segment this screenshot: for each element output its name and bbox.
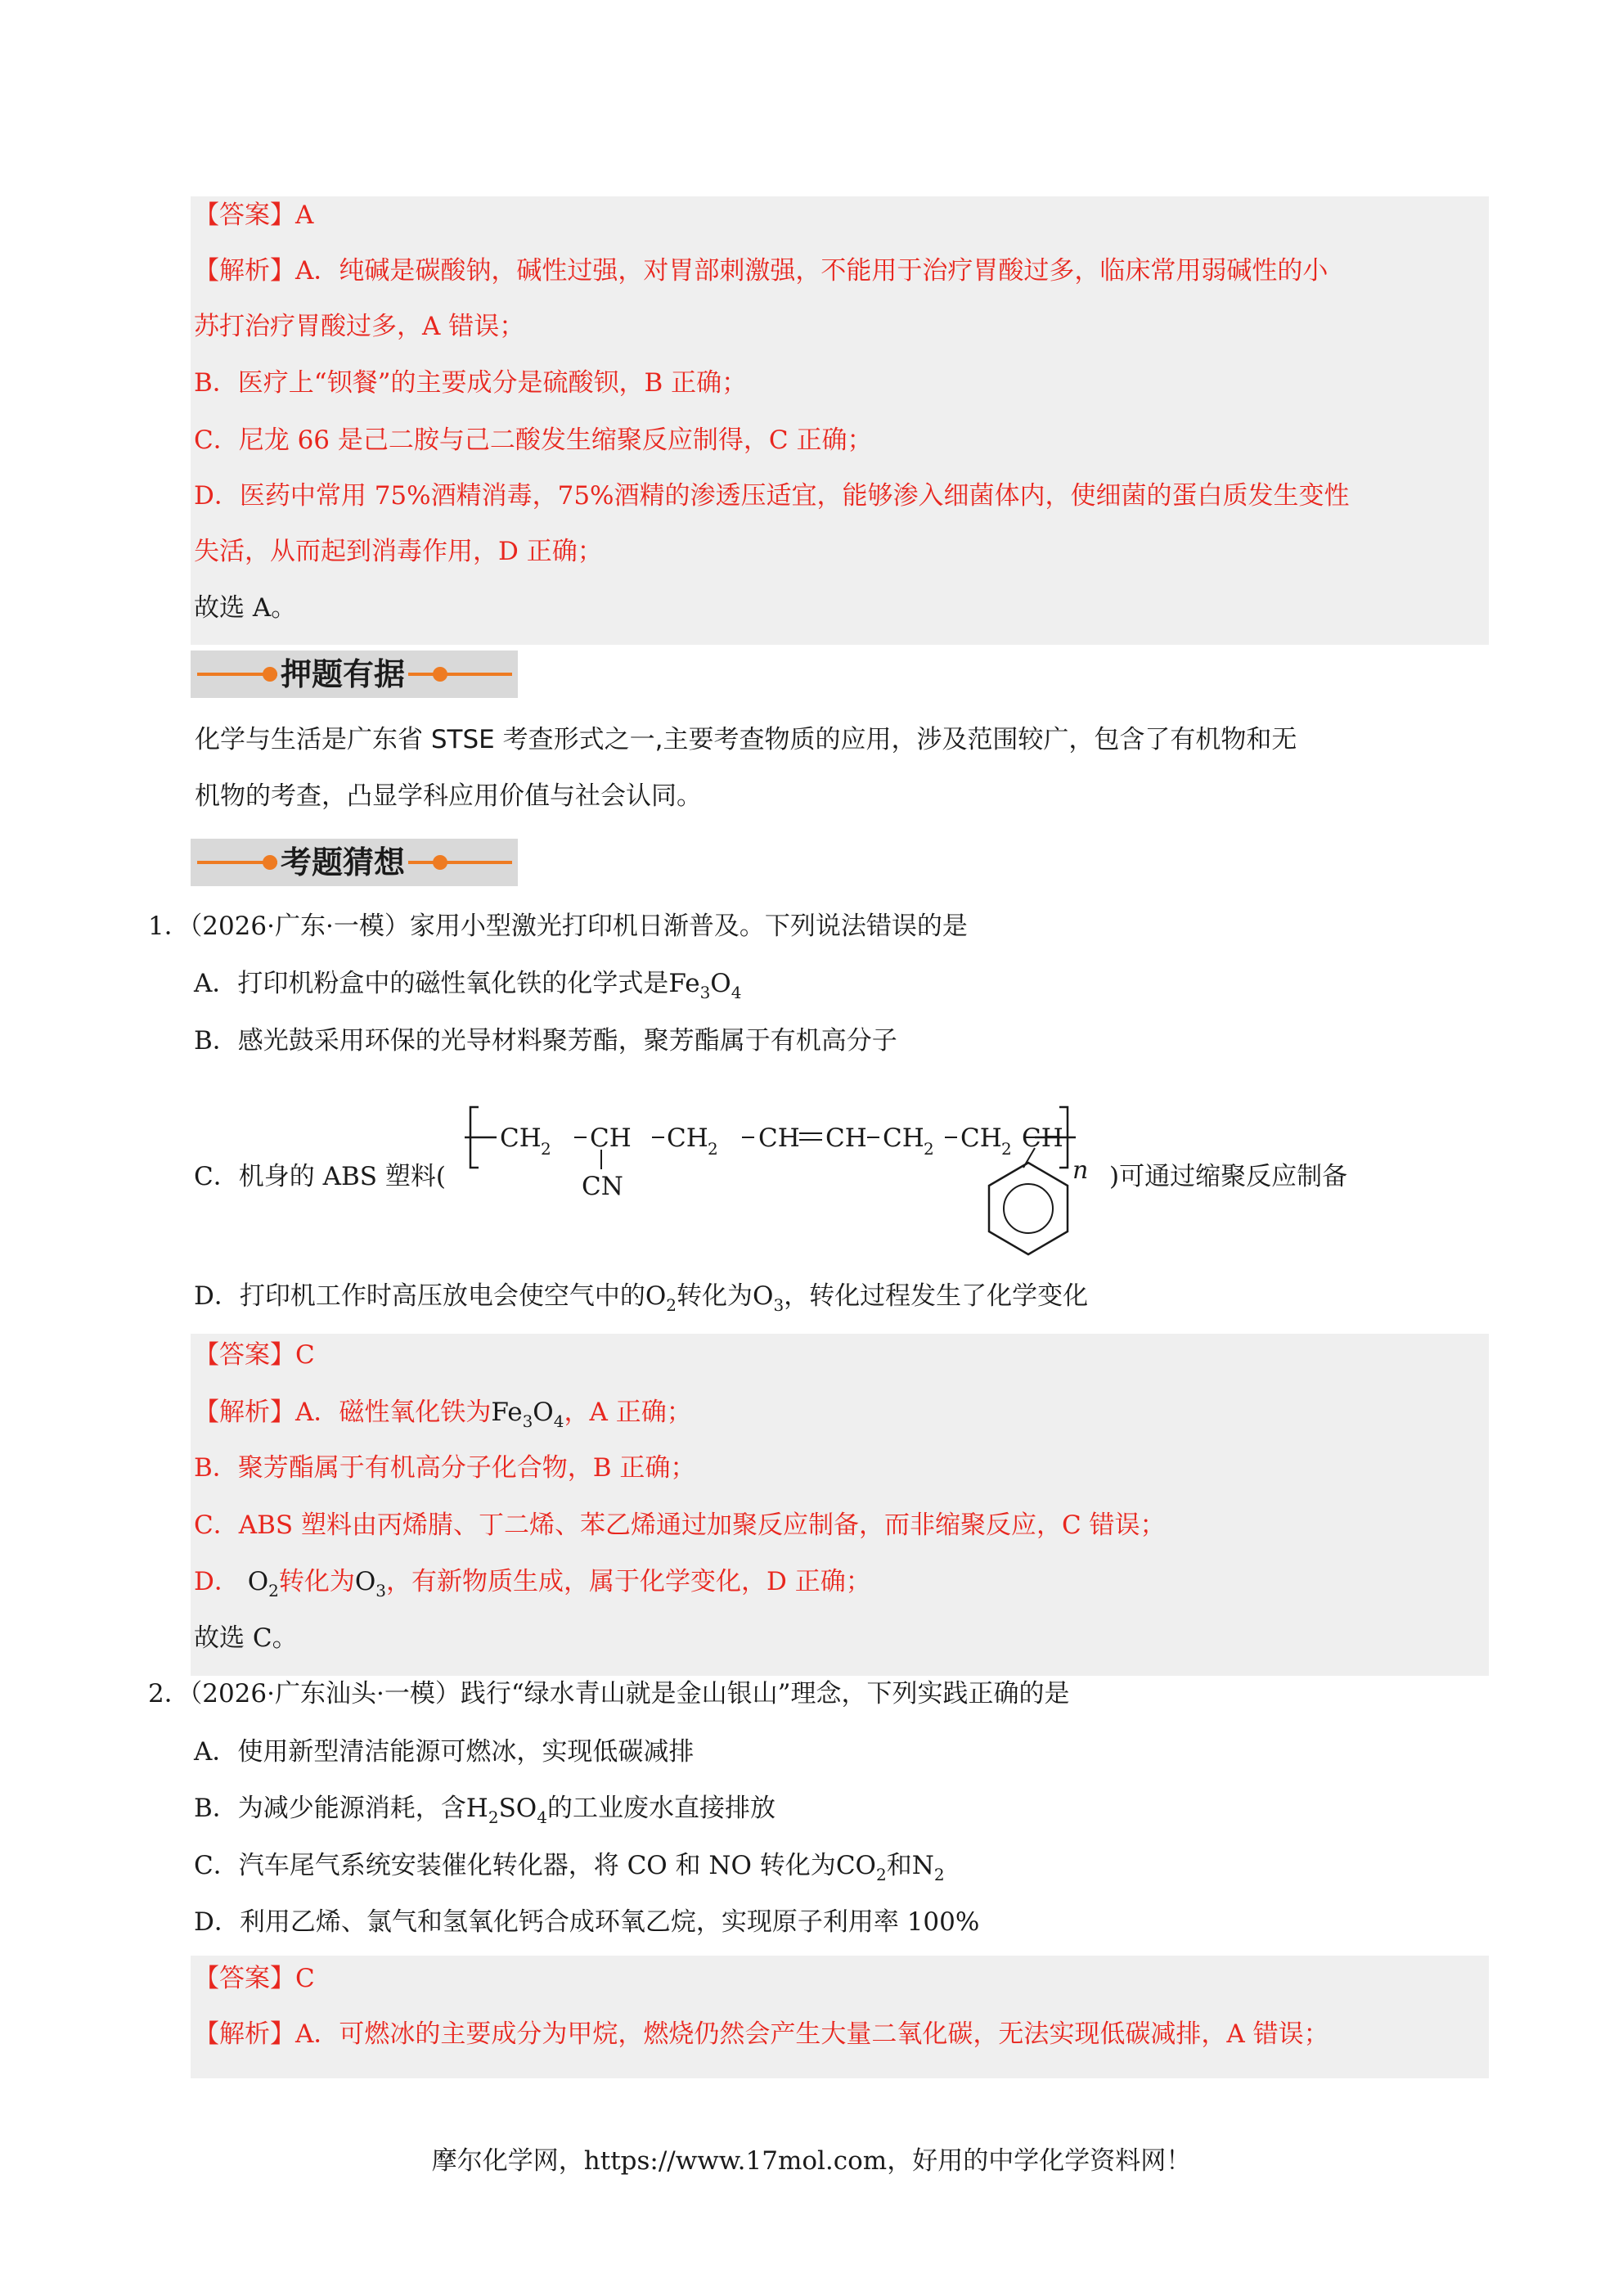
analysis-line: C．尼龙 66 是己二胺与己二酸发生缩聚反应制得，C 正确； — [194, 425, 873, 455]
conclusion: 故选 A。 — [194, 593, 297, 623]
chain-atom: CH — [590, 1123, 632, 1153]
formula: $N_2$ — [911, 1851, 945, 1884]
answer-label: 【答案】C — [194, 1340, 315, 1370]
chain-atom: CH — [758, 1123, 800, 1153]
analysis-line: D．医药中常用 75%酒精消毒，75%酒精的渗透压适宜，能够渗入细菌体内，使细菌的蛋白质发生变性 — [194, 481, 1350, 511]
formula: $H_2SO_4$ — [465, 1794, 547, 1827]
formula: $O_2$ — [247, 1567, 279, 1600]
option-a: A．使用新型清洁能源可燃冰，实现低碳减排 — [194, 1737, 695, 1767]
option-c-suffix: )可通过缩聚反应制备 — [1109, 1162, 1348, 1191]
question-stem: 1．（2026·广东·一模）家用小型激光打印机日渐普及。下列说法错误的是 — [148, 912, 968, 941]
bullet-dot — [263, 667, 277, 682]
intro-line: 化学与生活是广东省 STSE 考查形式之一,主要考查物质的应用，涉及范围较广，包含了有机物和无 — [195, 725, 1297, 754]
option-d: D．利用乙烯、氯气和氢氧化钙合成环氧乙烷，实现原子利用率 100% — [194, 1907, 980, 1937]
formula: $Fe_3O_4$ — [668, 969, 742, 1002]
cyano-group: CN — [582, 1172, 623, 1201]
chain-subscript: 2 — [708, 1139, 718, 1159]
question-stem: 2．（2026·广东汕头·一模）践行“绿水青山就是金山银山”理念，下列实践正确的是 — [148, 1679, 1070, 1708]
banner-title: 押题有据 — [277, 655, 408, 694]
answer-box-2 — [191, 1334, 1489, 1676]
section-banner-evidence — [191, 651, 518, 698]
analysis-line: 失活，从而起到消毒作用，D 正确； — [194, 537, 603, 566]
option-c: C．汽车尾气系统安装催化转化器，将 CO 和 NO 转化为$CO_2$和$N_2$ — [194, 1851, 945, 1884]
analysis-line: 【解析】A．磁性氧化铁为$Fe_3O_4$，A 正确； — [194, 1398, 692, 1431]
answer-box-3 — [191, 1956, 1489, 2078]
bullet-dot — [433, 855, 447, 870]
bullet-dot — [263, 855, 277, 870]
chain-subscript: 2 — [1001, 1139, 1012, 1159]
option-b: B．感光鼓采用环保的光导材料聚芳酯，聚芳酯属于有机高分子 — [194, 1026, 897, 1056]
option-text: C．机身的 ABS 塑料( — [194, 1162, 446, 1191]
banner-title: 考题猜想 — [277, 843, 408, 882]
option-d: D．打印机工作时高压放电会使空气中的$O_2$转化为$O_3$，转化过程发生了化学变化 — [194, 1281, 1089, 1315]
analysis-line: 【解析】A．纯碱是碳酸钠，碱性过强，对胃部刺激强，不能用于治疗胃酸过多，临床常用弱碱性的小 — [194, 256, 1329, 286]
analysis-line: D． $O_2$转化为$O_3$，有新物质生成，属于化学变化，D 正确； — [194, 1567, 871, 1600]
option-a — [194, 967, 741, 1009]
chain-subscript: 2 — [541, 1139, 551, 1159]
abs-structure-diagram — [462, 1092, 1117, 1256]
chain-atom: CH — [960, 1123, 1002, 1153]
conclusion: 故选 C。 — [194, 1623, 298, 1653]
chain-atom: CH — [883, 1123, 924, 1153]
formula: $Fe_3O_4$ — [491, 1398, 564, 1431]
formula: $CO_2$ — [835, 1851, 887, 1884]
option-b: B．为减少能源消耗，含$H_2SO_4$的工业废水直接排放 — [194, 1794, 776, 1827]
formula: $O_2$ — [645, 1281, 677, 1315]
formula: $O_3$ — [753, 1281, 785, 1315]
chain-atom: CH — [500, 1123, 542, 1153]
chain-atom: CH — [667, 1123, 708, 1153]
intro-line: 机物的考查，凸显学科应用价值与社会认同。 — [195, 781, 702, 811]
chain-atom: CH — [1022, 1123, 1063, 1153]
chain-atom: CH — [825, 1123, 867, 1153]
analysis-line: 苏打治疗胃酸过多，A 错误； — [194, 312, 525, 341]
analysis-line: B．聚芳酯属于有机高分子化合物，B 正确； — [194, 1453, 696, 1483]
repeat-n: n — [1072, 1156, 1089, 1185]
page-footer: 摩尔化学网，https://www.17mol.com，好用的中学化学资料网！ — [431, 2146, 1192, 2176]
analysis-line: 【解析】A．可燃冰的主要成分为甲烷，燃烧仍然会产生大量二氧化碳，无法实现低碳减排，A 错误； — [194, 2019, 1329, 2049]
answer-label: 【答案】A — [194, 200, 314, 230]
analysis-line: B．医疗上“钡餐”的主要成分是硫酸钡，B 正确； — [194, 368, 748, 398]
analysis-line: C．ABS 塑料由丙烯腈、丁二烯、苯乙烯通过加聚反应制备，而非缩聚反应，C 错误； — [194, 1510, 1166, 1540]
bullet-dot — [433, 667, 447, 682]
section-banner-guess — [191, 839, 518, 886]
option-c — [194, 1160, 446, 1193]
chain-subscript: 2 — [924, 1139, 934, 1159]
formula: $O_3$ — [354, 1567, 387, 1600]
option-text: A．打印机粉盒中的磁性氧化铁的化学式是 — [194, 969, 669, 998]
answer-label: 【答案】C — [194, 1964, 315, 1993]
